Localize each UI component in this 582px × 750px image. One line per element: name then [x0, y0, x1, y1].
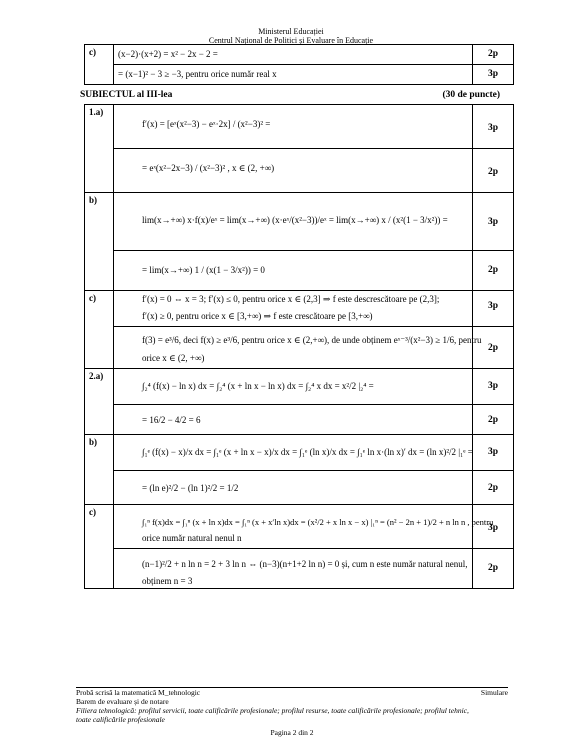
- solution-line: ∫₂⁴ (f(x) − ln x) dx = ∫₂⁴ (x + ln x − ln x) dx = ∫₂⁴ x dx = x²/2 |₂⁴ =: [142, 381, 374, 391]
- points-cell: 2p: [473, 549, 514, 589]
- solution-line: orice număr natural nenul n: [142, 533, 242, 543]
- section-points: (30 de puncte): [442, 90, 500, 100]
- section-title: SUBIECTUL al III-lea: [80, 90, 173, 100]
- points-cell: 2p: [473, 405, 514, 435]
- solution-line: f′(x) = 0 ⇔ x = 3; f′(x) ≤ 0, pentru orice x ∈ (2,3] ⇒ f este descrescătoare pe (2,3];: [142, 294, 440, 304]
- solution-line: f(3) = e³/6, deci f(x) ≥ e³/6, pentru orice x ∈ (2,+∞), de unde obținem eˣ⁻³/(x²−3) ≥ 1/6, pentru: [142, 335, 482, 345]
- solution-line: ∫₁ᵉ (f(x) − x)/x dx = ∫₁ᵉ (x + ln x − x)/x dx = ∫₁ᵉ (ln x)/x dx = ∫₁ᵉ ln x·(ln x)′ dx = (ln x)²/2 |₁ᵉ =: [142, 447, 473, 457]
- solution-line: lim(x→+∞) x·f(x)/eˣ = lim(x→+∞) (x·eˣ/(x²−3))/eˣ = lim(x→+∞) x / (x²(1 − 3/x²)) =: [142, 215, 448, 225]
- points-cell: 2p: [473, 327, 514, 369]
- points-cell: 2p: [473, 471, 514, 505]
- points-cell: 3p: [473, 505, 514, 549]
- grading-table: [84, 104, 514, 589]
- points-cell: 3p: [473, 369, 514, 405]
- prev-points-1: 2p: [473, 45, 514, 65]
- solution-line: = (ln e)²/2 − (ln 1)²/2 = 1/2: [142, 483, 239, 493]
- header-ministry: Ministerul Educației: [258, 27, 324, 36]
- footer-filiera: Filiera tehnologică: profilul servicii, toate calificările profesionale; profilul resurse, toate calificările profesionale; profilul tehnic,: [76, 706, 469, 715]
- points-cell: 2p: [473, 251, 514, 291]
- footer-filiera-cont: toate calificările profesionale: [76, 715, 165, 724]
- solution-line: ∫₁ⁿ f(x)dx = ∫₁ⁿ (x + ln x)dx = ∫₁ⁿ (x + x′ln x)dx = (x²/2 + x ln x − x) |₁ⁿ = (n² − 2n + 1)/2 + n ln n , pentru: [142, 517, 494, 527]
- prev-label: c): [85, 45, 114, 85]
- points-cell: 2p: [473, 149, 514, 193]
- footer-subject: Probă scrisă la matematică M_tehnologic: [76, 688, 201, 697]
- item-label: 2.a): [85, 369, 114, 435]
- header-center: Centrul Național de Politici și Evaluare în Educație: [208, 36, 374, 45]
- item-label: c): [85, 291, 114, 369]
- solution-line: orice x ∈ (2, +∞): [142, 353, 205, 363]
- solution-line: f′(x) = [eˣ(x²−3) − eˣ·2x] / (x²−3)² =: [142, 119, 271, 129]
- footer-simulare: Simulare: [480, 688, 508, 697]
- points-cell: 3p: [473, 435, 514, 471]
- solution-line: (n−1)²/2 + n ln n = 2 + 3 ln n ⇔ (n−3)(n+1+2 ln n) = 0 și, cum n este număr natural nenul,: [142, 559, 468, 569]
- prev-line-1: (x−2)·(x+2) = x² − 2x − 2 =: [118, 49, 218, 59]
- footer-barem: Barem de evaluare și de notare: [76, 697, 169, 706]
- points-cell: 3p: [473, 193, 514, 251]
- prev-points-2: 3p: [473, 65, 514, 85]
- points-cell: 3p: [473, 291, 514, 327]
- points-cell: 3p: [473, 105, 514, 149]
- solution-line: = eˣ(x²−2x−3) / (x²−3)² , x ∈ (2, +∞): [142, 163, 275, 173]
- item-label: c): [85, 505, 114, 589]
- footer-page-number: Pagina 2 din 2: [270, 728, 314, 737]
- solution-line: = 16/2 − 4/2 = 6: [142, 415, 201, 425]
- item-label: b): [85, 435, 114, 505]
- item-label: 1.a): [85, 105, 114, 193]
- section-heading: [80, 90, 500, 100]
- prev-line-2: = (x−1)² − 3 ≥ −3, pentru orice număr real x: [118, 69, 277, 79]
- item-label: b): [85, 193, 114, 291]
- solution-line: obținem n = 3: [142, 576, 193, 586]
- prev-table: [84, 44, 514, 85]
- solution-line: = lim(x→+∞) 1 / (x(1 − 3/x²)) = 0: [142, 265, 265, 275]
- solution-line: f′(x) ≥ 0, pentru orice x ∈ [3,+∞) ⇒ f este crescătoare pe [3,+∞): [142, 311, 373, 321]
